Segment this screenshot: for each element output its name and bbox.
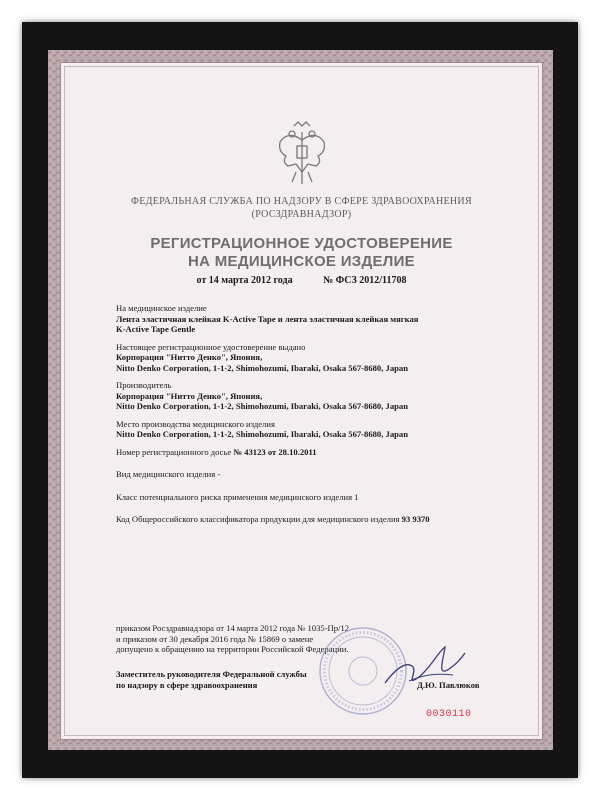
certificate-border bbox=[48, 50, 553, 750]
manufacturer-line-1: Корпорация "Нитто Денко", Япония, bbox=[116, 390, 263, 401]
risk-class-value: 1 bbox=[354, 491, 359, 502]
device-name-line-2: K-Active Tape Gentle bbox=[116, 324, 196, 334]
certificate-number: № ФСЗ 2012/11708 bbox=[323, 275, 407, 286]
issued-line-1: Корпорация "Нитто Денко", Япония, bbox=[116, 352, 263, 362]
approval-line-2: и приказом от 30 декабря 2016 года № 15869 о замене bbox=[116, 633, 314, 644]
device-label: На медицинское изделие bbox=[116, 303, 207, 313]
okp-code-label: Код Общероссийского классификатора продукции для медицинского изделия bbox=[116, 514, 400, 524]
dossier-label: Номер регистрационного досье bbox=[116, 446, 232, 457]
approval-line-1: приказом Росздравнадзора от 14 марта 2012 года № 1035-Пр/12 bbox=[116, 623, 350, 633]
signatory-title-line-2: по надзору в сфере здравоохранения bbox=[116, 679, 258, 690]
issue-date: от 14 марта 2012 года bbox=[196, 275, 293, 286]
agency-name-line-1: ФЕДЕРАЛЬНАЯ СЛУЖБА ПО НАДЗОРУ В СФЕРЕ ЗДРАВООХРАНЕНИЯ bbox=[131, 196, 472, 207]
certificate-paper bbox=[60, 62, 543, 740]
signatory-title-line-1: Заместитель руководителя Федеральной службы bbox=[116, 669, 307, 679]
risk-class-label: Класс потенциального риска применения медицинского изделия bbox=[116, 491, 353, 502]
issued-to-section bbox=[116, 342, 521, 374]
signatory-name: Д.Ю. Павлюков bbox=[417, 680, 480, 690]
signatory-title bbox=[116, 669, 307, 690]
document-title bbox=[61, 235, 542, 271]
approval-line-3: допущено к обращению на территории Российской Федерации. bbox=[116, 644, 349, 654]
production-place-section bbox=[116, 419, 521, 440]
manufacturer-line-2: Nitto Denko Corporation, 1-1-2, Shimohozumi, Ibaraki, Osaka 567-8680, Japan bbox=[116, 401, 408, 411]
production-place-line-1: Nitto Denko Corporation, 1-1-2, Shimohozumi, Ibaraki, Osaka 567-8680, Japan bbox=[116, 429, 408, 439]
double-headed-eagle-emblem bbox=[274, 120, 330, 186]
issued-label: Настоящее регистрационное удостоверение выдано bbox=[116, 341, 306, 352]
dossier-section bbox=[116, 447, 521, 458]
issued-line-2: Nitto Denko Corporation, 1-1-2, Shimohozumi, Ibaraki, Osaka 567-8680, Japan bbox=[116, 362, 408, 373]
okp-code-section bbox=[116, 514, 521, 525]
device-name-line-1: Лента эластичная клейкая K-Active Tape и лента эластичная клейкая мягкая bbox=[116, 313, 419, 324]
dossier-value: № 43123 от 28.10.2011 bbox=[233, 446, 317, 457]
risk-class-section bbox=[116, 492, 521, 503]
device-section bbox=[116, 303, 521, 335]
serial-number: 0030110 bbox=[426, 709, 472, 720]
manufacturer-section bbox=[116, 380, 521, 412]
document-title-line-1: РЕГИСТРАЦИОННОЕ УДОСТОВЕРЕНИЕ bbox=[150, 235, 453, 252]
agency-name bbox=[61, 195, 542, 221]
device-kind: Вид медицинского изделия - bbox=[116, 469, 221, 479]
certificate-body bbox=[116, 303, 521, 532]
issue-date-number bbox=[61, 275, 542, 286]
production-place-label: Место производства медицинского изделия bbox=[116, 418, 275, 429]
document-title-line-2: НА МЕДИЦИНСКОЕ ИЗДЕЛИЕ bbox=[188, 253, 415, 270]
agency-name-line-2: (РОСЗДРАВНАДЗОР) bbox=[251, 209, 352, 220]
manufacturer-label: Производитель bbox=[116, 380, 172, 390]
okp-code-value: 93 9370 bbox=[401, 514, 430, 524]
